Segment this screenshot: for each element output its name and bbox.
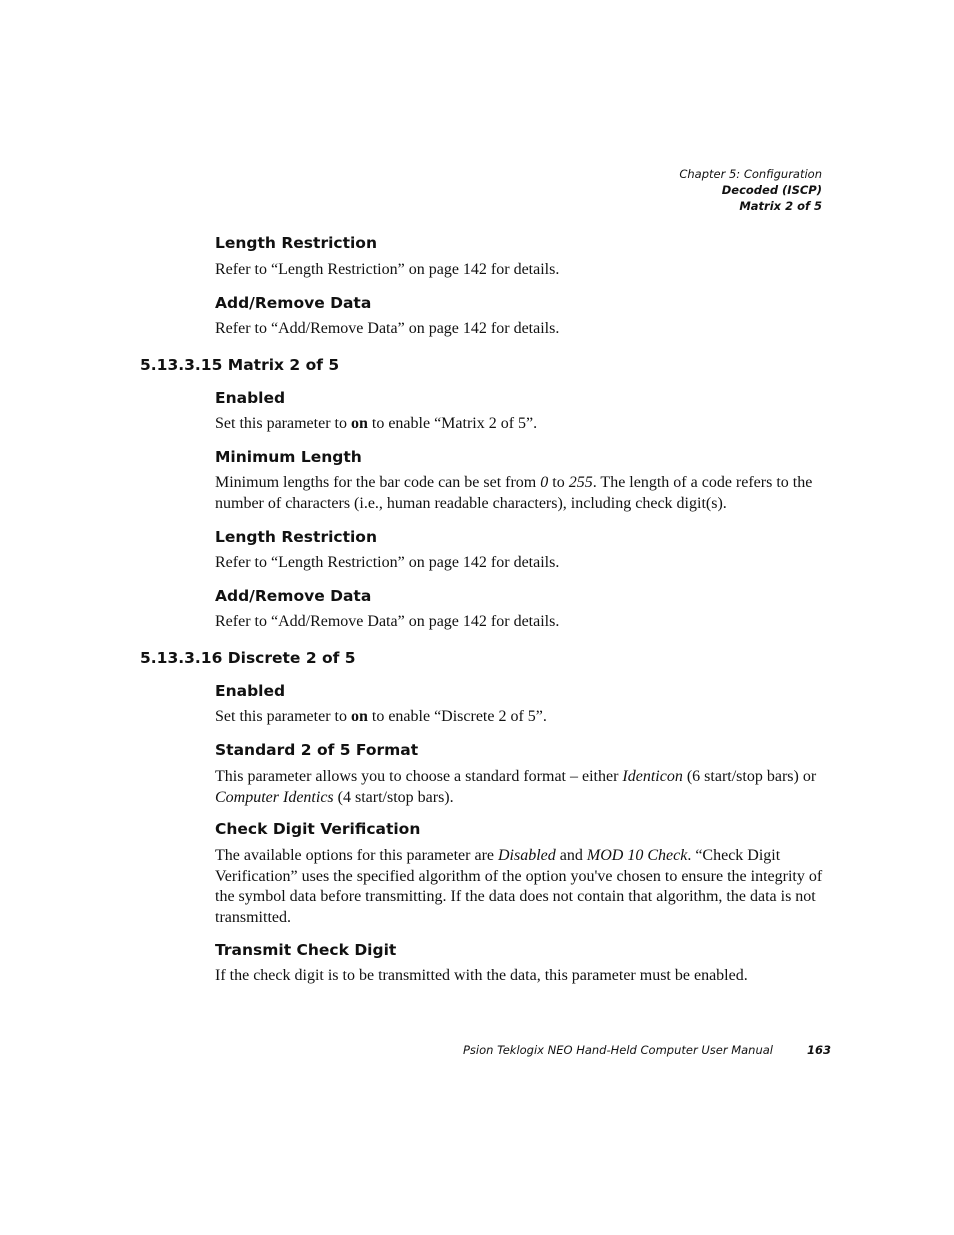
paragraph-matrix-length-restriction: Refer to “Length Restriction” on page 142 for details.: [215, 554, 560, 571]
heading-transmit-check-digit: Transmit Check Digit: [215, 941, 397, 959]
paragraph-matrix-add-remove-data: Refer to “Add/Remove Data” on page 142 for details.: [215, 613, 560, 630]
paragraph-transmit-check-digit: If the check digit is to be transmitted with the data, this parameter must be enabled.: [215, 967, 748, 984]
paragraph-check-digit-verification: The available options for this parameter are Disabled and MOD 10 Check. “Check Digit Verification” uses the specified algorithm of the option you've chosen to ensure the integrity of the symbol data before transmitting. If the data does not contain that algorithm, the data is not transmitted.: [215, 847, 823, 926]
paragraph-matrix-enabled: Set this parameter to on to enable “Matrix 2 of 5”.: [215, 415, 538, 432]
heading-standard-format: Standard 2 of 5 Format: [215, 741, 419, 759]
running-head-chapter: Chapter 5: Configuration: [679, 167, 822, 181]
heading-add-remove-data: Add/Remove Data: [215, 294, 372, 312]
running-head-section: Decoded (ISCP): [721, 183, 822, 197]
paragraph-length-restriction: Refer to “Length Restriction” on page 142 for details.: [215, 261, 560, 278]
footer-page-number: 163: [807, 1043, 832, 1057]
running-head: [679, 166, 822, 214]
paragraph-discrete-enabled: Set this parameter to on to enable “Discrete 2 of 5”.: [215, 708, 547, 725]
footer-manual-title: Psion Teklogix NEO Hand-Held Computer User Manual: [463, 1043, 773, 1057]
section-title-discrete-2-of-5: 5.13.3.16 Discrete 2 of 5: [140, 649, 356, 667]
heading-length-restriction: Length Restriction: [215, 234, 377, 252]
heading-matrix-length-restriction: Length Restriction: [215, 528, 377, 546]
heading-matrix-add-remove-data: Add/Remove Data: [215, 587, 372, 605]
section-title-matrix-2-of-5: 5.13.3.15 Matrix 2 of 5: [140, 356, 340, 374]
heading-minimum-length: Minimum Length: [215, 448, 362, 466]
heading-check-digit-verification: Check Digit Verification: [215, 820, 421, 838]
paragraph-minimum-length: Minimum lengths for the bar code can be set from 0 to 255. The length of a code refers to the number of characters (i.e., human readable characters), including check digit(s).: [215, 474, 813, 512]
heading-discrete-enabled: Enabled: [215, 682, 286, 700]
paragraph-add-remove-data: Refer to “Add/Remove Data” on page 142 for details.: [215, 320, 560, 337]
heading-matrix-enabled: Enabled: [215, 389, 286, 407]
paragraph-standard-format: This parameter allows you to choose a standard format – either Identicon (6 start/stop bars) or Computer Identics (4 start/stop bars).: [215, 768, 817, 806]
running-head-subsection: Matrix 2 of 5: [739, 199, 822, 213]
